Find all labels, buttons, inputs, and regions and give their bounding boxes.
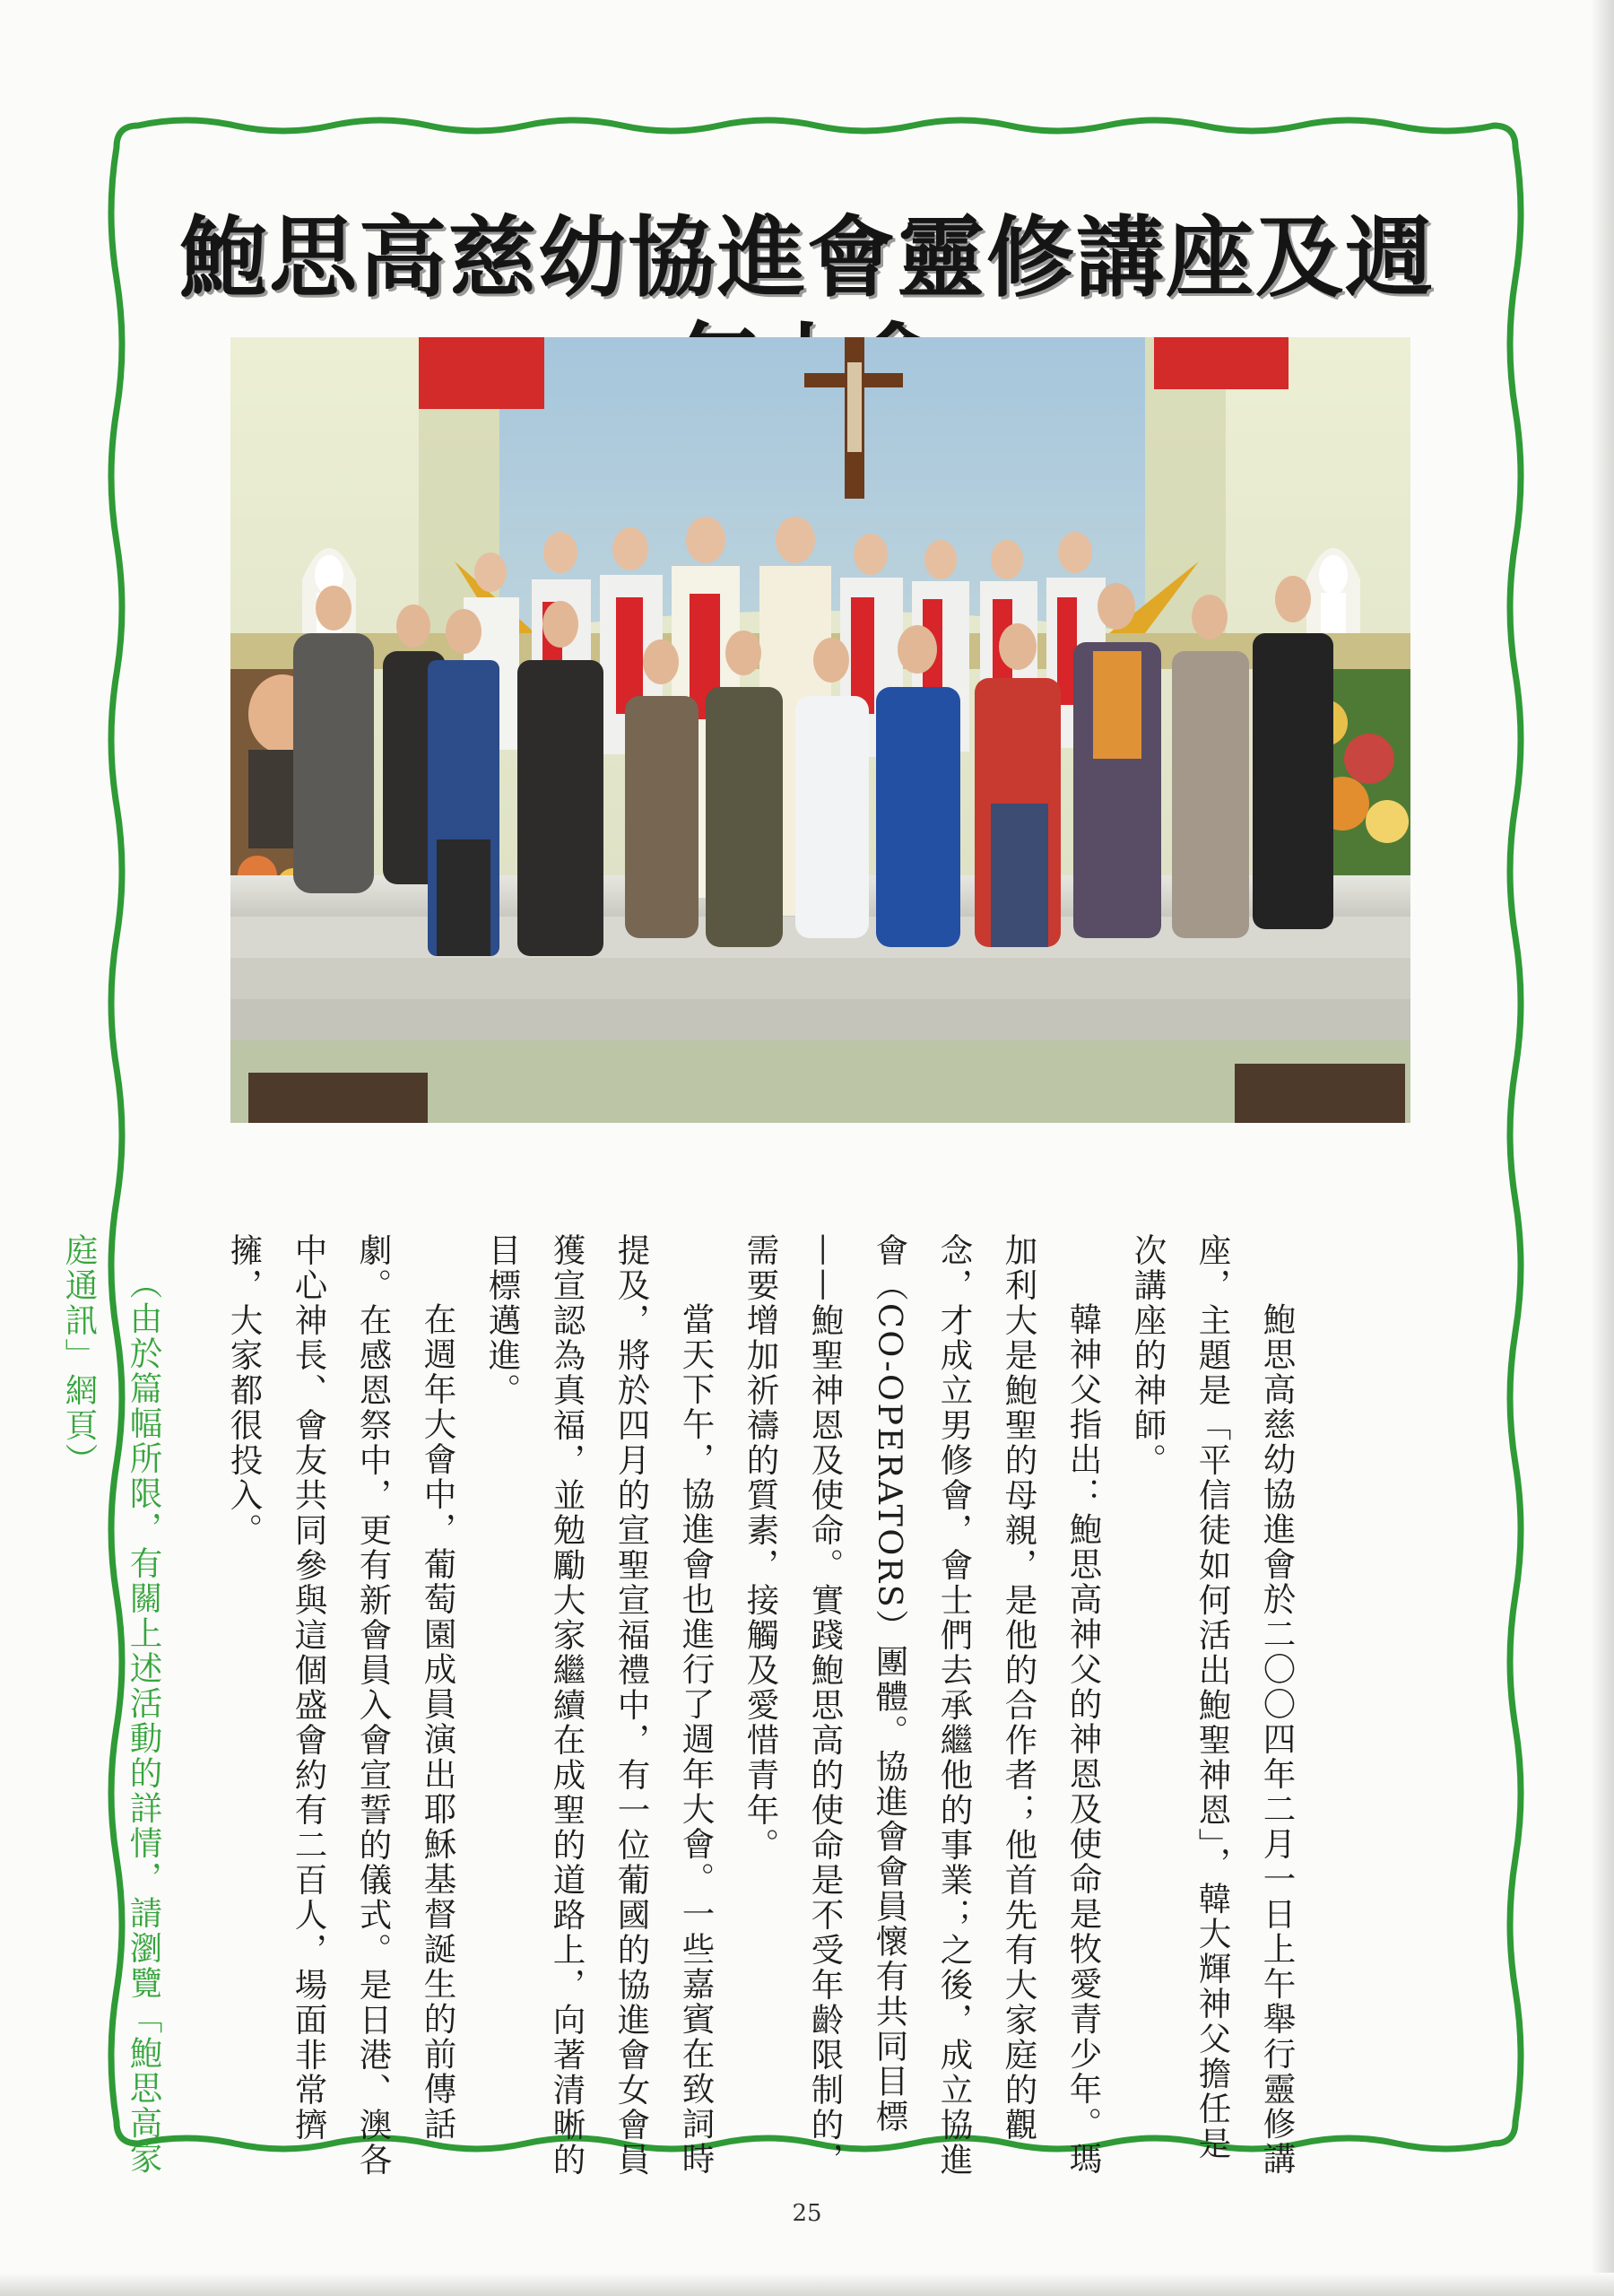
article-paragraph-2: 韓神父指出：鮑思高神父的神恩及使命是牧愛青少年。瑪加利大是鮑聖的母親，是他的合作者；他首先有大家庭的觀念，才成立男修會，會士們去承繼他的事業；之後，成立協進會（CO-OPERATORS）團體。協進會會員懷有共同目標——鮑聖神恩及使命。實踐鮑思高的使命是不受年齡限制的，需要增加祈禱的質素，接觸及愛惜青年。 — [742, 1233, 1103, 2178]
article-paragraph-1: 鮑思高慈幼協進會於二〇〇四年二月一日上午舉行靈修講座，主題是「平信徒如何活出鮑聖神恩」，韓大輝神父擔任是次講座的神師。 — [1129, 1233, 1297, 2177]
article-paragraph-4: 在週年大會中，葡萄園成員演出耶穌基督誕生的前傳話劇。在感恩祭中，更有新會員入會宣誓的儀式。是日港、澳各中心神長、會友共同參與這個盛會約有二百人，場面非常擠擁，大家都很投入。 — [225, 1233, 457, 2178]
church-group-photo-illustration — [230, 337, 1410, 1123]
web-reference-note: （由於篇幅所限，有關上述活動的詳情，請瀏覽「鮑思高家庭通訊」網頁） — [60, 1233, 163, 2176]
article-body — [60, 1233, 1309, 2193]
page-number: 25 — [792, 2200, 822, 2227]
article-paragraph-3: 當天下午，協進會也進行了週年大會。一些嘉賓在致詞時提及，將於四月的宣聖宣福禮中，有一位葡國的協進會女會員獲宣認為真福，並勉勵大家繼續在成聖的道路上，向著清晰的目標邁進。 — [483, 1233, 716, 2178]
group-photo — [230, 337, 1410, 1123]
article-title: 鮑思高慈幼協進會靈修講座及週 — [178, 207, 1435, 309]
